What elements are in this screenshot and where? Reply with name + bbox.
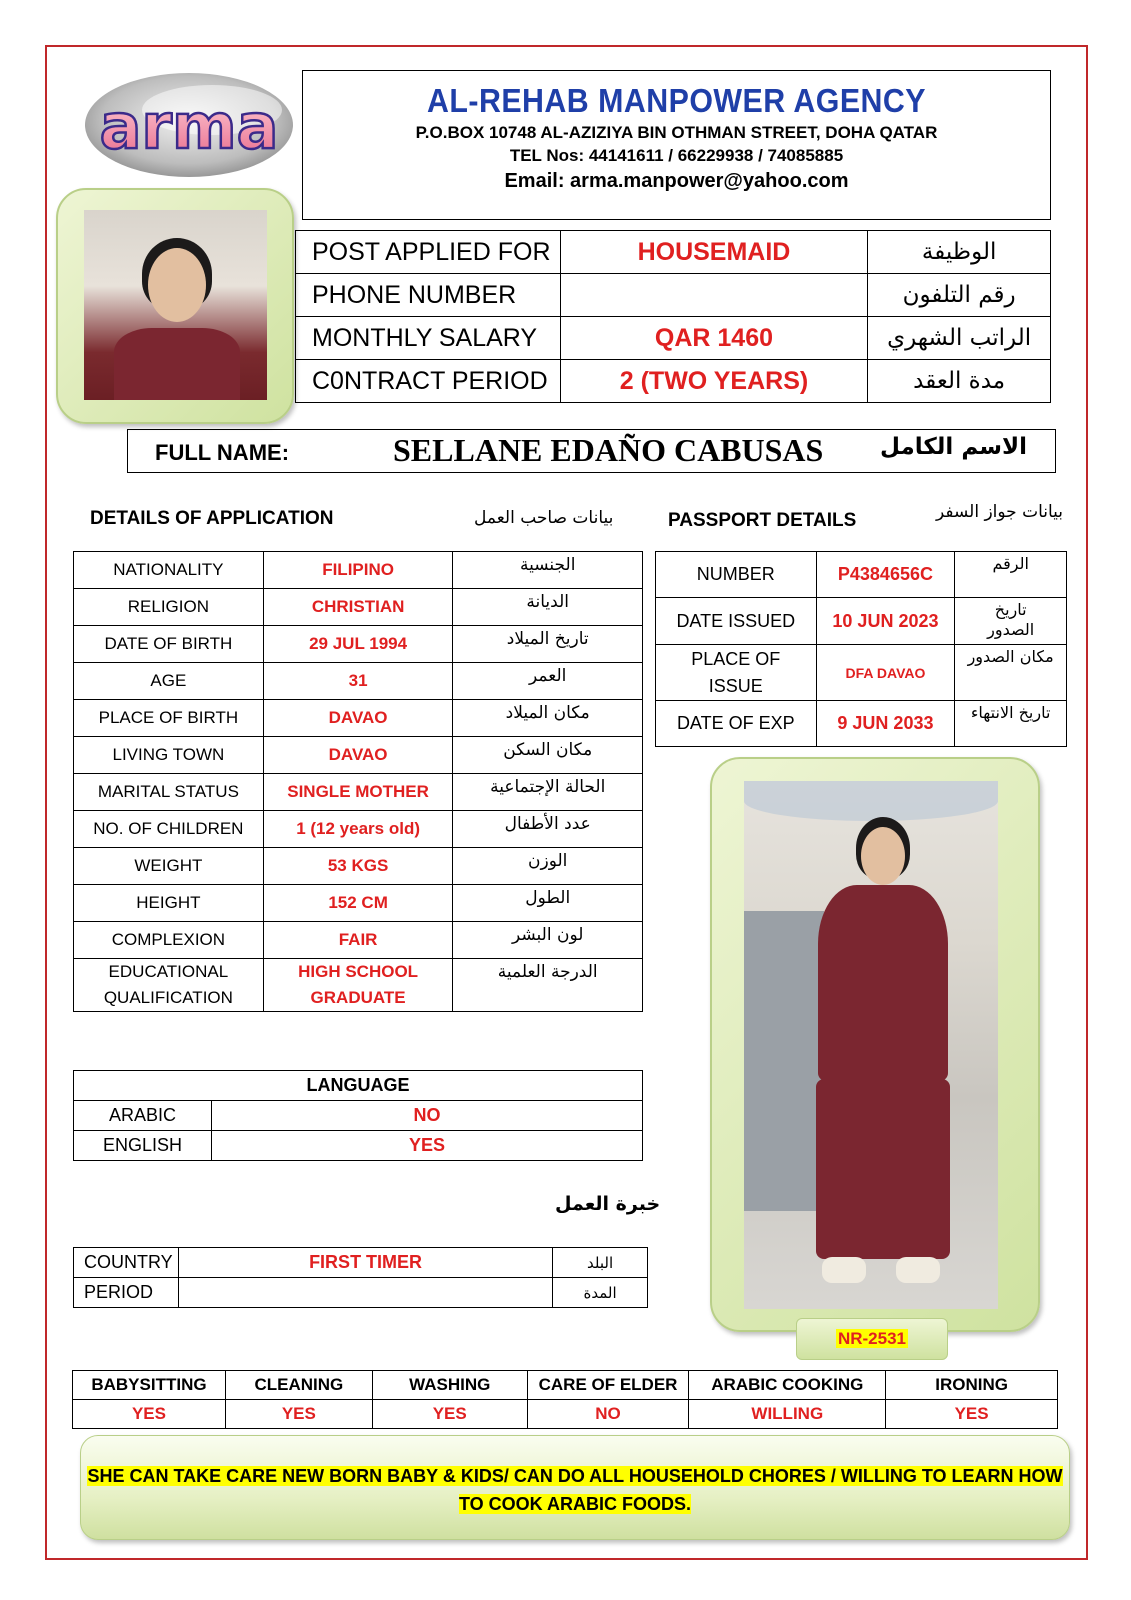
salary-arabic: الراتب الشهري: [868, 317, 1051, 360]
skill-value: YES: [225, 1400, 372, 1429]
salary-label: MONTHLY SALARY: [296, 317, 561, 360]
application-arabic-title: بيانات صاحب العمل: [474, 508, 614, 528]
skill-label: BABYSITTING: [73, 1371, 226, 1400]
passport-expiry-label: DATE OF EXP: [656, 701, 817, 747]
skill-value: YES: [886, 1400, 1058, 1429]
language-label: ENGLISH: [74, 1131, 212, 1161]
table-row: [74, 774, 643, 811]
row-arabic: تاريخ الميلاد: [453, 626, 643, 663]
passport-place-label-line1: PLACE OF: [691, 648, 781, 669]
experience-period-arabic: المدة: [553, 1278, 648, 1308]
education-arabic: الدرجة العلمية: [453, 959, 643, 1012]
skill-value: YES: [372, 1400, 527, 1429]
row-arabic: الحالة الإجتماعية: [453, 774, 643, 811]
agency-email: Email: arma.manpower@yahoo.com: [504, 170, 849, 192]
phone-arabic: رقم التلفون: [868, 274, 1051, 317]
experience-country-value: FIRST TIMER: [178, 1248, 552, 1278]
row-label: DATE OF BIRTH: [74, 626, 264, 663]
passport-issued-arabic-line2: الصدور: [987, 620, 1035, 639]
language-value: NO: [212, 1101, 643, 1131]
passport-issued-label: DATE ISSUED: [656, 598, 817, 645]
table-row: [74, 700, 643, 737]
experience-arabic-title: خبرة العمل: [555, 1193, 661, 1215]
phone-label: PHONE NUMBER: [296, 274, 561, 317]
row-label: MARITAL STATUS: [74, 774, 264, 811]
passport-expiry-arabic: تاريخ الانتهاء: [955, 701, 1067, 747]
row-arabic: مكان السكن: [453, 737, 643, 774]
education-label-line2: QUALIFICATION: [103, 988, 233, 1007]
full-name-value: SELLANE EDAÑO CABUSAS: [393, 432, 824, 468]
language-title: LANGUAGE: [74, 1071, 643, 1101]
education-value-line1: HIGH SCHOOL: [298, 962, 419, 981]
table-row: [74, 1071, 643, 1101]
row-value: 31: [263, 663, 453, 700]
passport-arabic-title: بيانات جواز السفر: [936, 502, 1064, 522]
table-row: [74, 1278, 648, 1308]
passport-table: [655, 551, 1067, 747]
table-row: [74, 811, 643, 848]
post-value: HOUSEMAID: [560, 231, 868, 274]
skill-value: YES: [73, 1400, 226, 1429]
applicant-code: NR-2531: [837, 1329, 907, 1348]
education-value-line2: GRADUATE: [310, 988, 406, 1007]
table-row: [74, 1248, 648, 1278]
row-label: NO. OF CHILDREN: [74, 811, 264, 848]
agency-title: AL-REHAB MANPOWER AGENCY: [426, 82, 927, 119]
table-row: [296, 317, 1051, 360]
education-label: [74, 959, 264, 1012]
experience-country-label: COUNTRY: [74, 1248, 179, 1278]
experience-period-label: PERIOD: [74, 1278, 179, 1308]
remarks-box: [80, 1435, 1070, 1540]
education-label-line1: EDUCATIONAL: [108, 962, 229, 981]
passport-title: PASSPORT DETAILS: [668, 510, 857, 531]
table-row: [74, 959, 643, 1012]
portrait-photo: [84, 210, 267, 400]
row-arabic: عدد الأطفال: [453, 811, 643, 848]
passport-number-value: P4384656C: [816, 552, 955, 598]
table-row: [656, 701, 1067, 747]
row-label: RELIGION: [74, 589, 264, 626]
row-value: DAVAO: [263, 737, 453, 774]
contract-arabic: مدة العقد: [868, 360, 1051, 403]
agency-phones: TEL Nos: 44141611 / 66229938 / 74085885: [509, 146, 844, 165]
skill-label: ARABIC COOKING: [689, 1371, 886, 1400]
post-arabic: الوظيفة: [868, 231, 1051, 274]
row-value: CHRISTIAN: [263, 589, 453, 626]
row-value: FILIPINO: [263, 552, 453, 589]
row-value: DAVAO: [263, 700, 453, 737]
row-label: WEIGHT: [74, 848, 264, 885]
contract-value: 2 (TWO YEARS): [560, 360, 868, 403]
table-row: [73, 1400, 1058, 1429]
row-arabic: الديانة: [453, 589, 643, 626]
passport-number-arabic: الرقم: [955, 552, 1067, 598]
agency-logo: [82, 70, 296, 180]
table-row: [74, 922, 643, 959]
table-row: [656, 552, 1067, 598]
table-row: [656, 598, 1067, 645]
passport-place-arabic: مكان الصدور: [955, 645, 1067, 701]
table-row: [74, 663, 643, 700]
passport-place-label: [656, 645, 817, 701]
table-row: [74, 1131, 643, 1161]
full-body-photo-frame: [710, 757, 1040, 1332]
phone-value: [560, 274, 868, 317]
row-arabic: مكان الميلاد: [453, 700, 643, 737]
logo-text: arma: [99, 90, 279, 163]
table-row: [296, 274, 1051, 317]
row-label: COMPLEXION: [74, 922, 264, 959]
row-arabic: الطول: [453, 885, 643, 922]
experience-country-arabic: البلد: [553, 1248, 648, 1278]
skill-label: CLEANING: [225, 1371, 372, 1400]
experience-period-value: [178, 1278, 552, 1308]
education-value: [263, 959, 453, 1012]
full-name-arabic: الاسم الكامل: [880, 434, 1027, 460]
skill-value: WILLING: [689, 1400, 886, 1429]
skill-label: WASHING: [372, 1371, 527, 1400]
full-name-box: [127, 429, 1056, 473]
passport-issued-value: 10 JUN 2023: [816, 598, 955, 645]
skill-label: IRONING: [886, 1371, 1058, 1400]
row-label: AGE: [74, 663, 264, 700]
table-row: [74, 848, 643, 885]
full-name-label: FULL NAME:: [155, 440, 290, 465]
row-label: HEIGHT: [74, 885, 264, 922]
table-row: [74, 885, 643, 922]
row-arabic: الجنسية: [453, 552, 643, 589]
portrait-photo-frame: [56, 188, 294, 424]
row-value: 152 CM: [263, 885, 453, 922]
row-label: NATIONALITY: [74, 552, 264, 589]
applicant-code-tag: [796, 1318, 948, 1360]
skill-value: NO: [527, 1400, 689, 1429]
row-value: 29 JUL 1994: [263, 626, 453, 663]
table-row: [296, 231, 1051, 274]
language-label: ARABIC: [74, 1101, 212, 1131]
application-table: [73, 551, 643, 1012]
table-row: [74, 552, 643, 589]
skill-label: CARE OF ELDER: [527, 1371, 689, 1400]
post-label: POST APPLIED FOR: [296, 231, 561, 274]
passport-issued-arabic-line1: تاريخ: [994, 600, 1027, 619]
row-value: FAIR: [263, 922, 453, 959]
experience-table: [73, 1247, 648, 1308]
row-label: LIVING TOWN: [74, 737, 264, 774]
table-row: [73, 1371, 1058, 1400]
row-label: PLACE OF BIRTH: [74, 700, 264, 737]
position-table: [295, 230, 1051, 403]
remarks-line1: SHE CAN TAKE CARE NEW BORN BABY & KIDS/ CAN DO ALL HOUSEHOLD CHORES / WILLING TO LEARN HOW: [87, 1466, 1063, 1486]
passport-place-value: DFA DAVAO: [816, 645, 955, 701]
row-value: 53 KGS: [263, 848, 453, 885]
row-arabic: العمر: [453, 663, 643, 700]
application-title: DETAILS OF APPLICATION: [90, 508, 334, 529]
remarks-line2: TO COOK ARABIC FOODS.: [458, 1494, 691, 1514]
skills-table: [72, 1370, 1058, 1429]
table-row: [656, 645, 1067, 701]
salary-value: QAR 1460: [560, 317, 868, 360]
contract-label: C0NTRACT PERIOD: [296, 360, 561, 403]
table-row: [296, 360, 1051, 403]
row-value: 1 (12 years old): [263, 811, 453, 848]
full-body-photo: [744, 781, 998, 1309]
passport-place-label-line2: ISSUE: [708, 675, 763, 696]
agency-address: P.O.BOX 10748 AL-AZIZIYA BIN OTHMAN STREET, DOHA QATAR: [415, 123, 938, 142]
passport-number-label: NUMBER: [656, 552, 817, 598]
passport-expiry-value: 9 JUN 2033: [816, 701, 955, 747]
row-arabic: الوزن: [453, 848, 643, 885]
table-row: [74, 589, 643, 626]
row-arabic: لون البشر: [453, 922, 643, 959]
passport-issued-arabic: [955, 598, 1067, 645]
language-table: [73, 1070, 643, 1161]
table-row: [74, 1101, 643, 1131]
table-row: [74, 626, 643, 663]
language-value: YES: [212, 1131, 643, 1161]
table-row: [74, 737, 643, 774]
row-value: SINGLE MOTHER: [263, 774, 453, 811]
agency-header: [302, 70, 1051, 220]
